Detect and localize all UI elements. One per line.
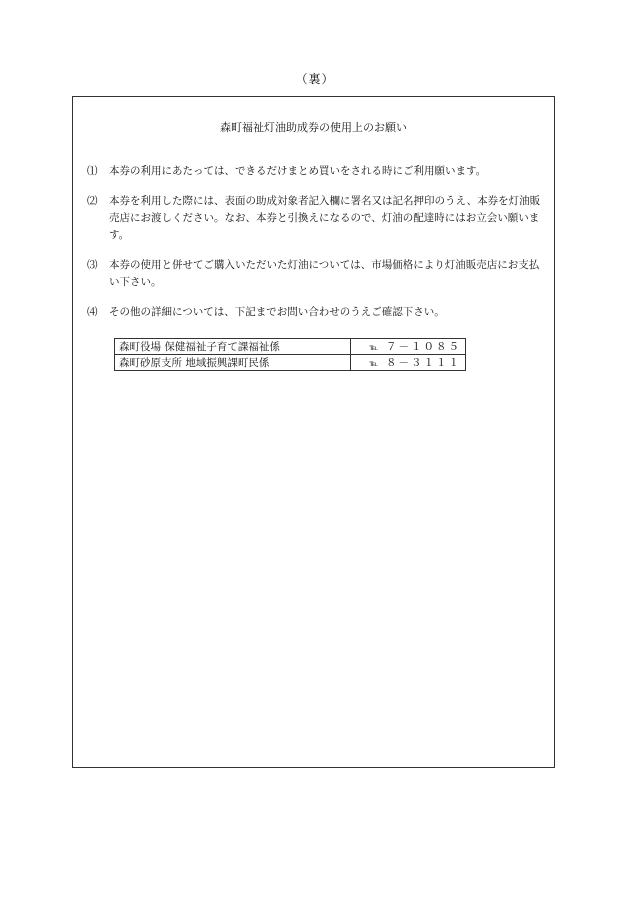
item-text: 本券の使用と併せてご購入いただいた灯油については、市場価格により灯油販売店にお支払い下さい。 <box>109 259 540 288</box>
page-heading: （裏） <box>295 72 335 86</box>
office-name: 森町役場 保健福祉子育て課福祉係 <box>115 339 351 355</box>
tel-symbol: ℡ <box>369 343 378 352</box>
item-number: ⑷ <box>87 306 98 318</box>
document-title: 森町福祉灯油助成券の使用上のお願い <box>220 121 407 134</box>
contact-table <box>114 338 466 371</box>
table-row <box>115 355 466 371</box>
instruction-item <box>87 193 549 244</box>
item-text: その他の詳細については、下記までお問い合わせのうえご確認下さい。 <box>109 306 445 318</box>
instruction-item <box>87 163 549 180</box>
instruction-item <box>87 257 549 291</box>
phone-number: ７－１０８５ <box>386 341 461 353</box>
tel-symbol: ℡ <box>369 359 378 368</box>
phone-cell <box>351 339 466 355</box>
phone-number: ８－３１１１ <box>386 357 461 369</box>
instruction-item <box>87 304 549 321</box>
table-row <box>115 339 466 355</box>
item-text: 本券の利用にあたっては、できるだけまとめ買いをされる時にご利用願います。 <box>109 165 487 177</box>
item-number: ⑶ <box>87 259 98 271</box>
item-text: 本券を利用した際には、表面の助成対象者記入欄に署名又は記名押印のうえ、本券を灯油販売店にお渡しください。なお、本券と引換えになるので、灯油の配達時にはお立会い願います。 <box>109 195 541 241</box>
document-frame <box>72 96 555 768</box>
office-name: 森町砂原支所 地域振興課町民係 <box>115 355 351 371</box>
instruction-list <box>87 163 549 334</box>
item-number: ⑵ <box>87 195 98 207</box>
phone-cell <box>351 355 466 371</box>
item-number: ⑴ <box>87 165 98 177</box>
